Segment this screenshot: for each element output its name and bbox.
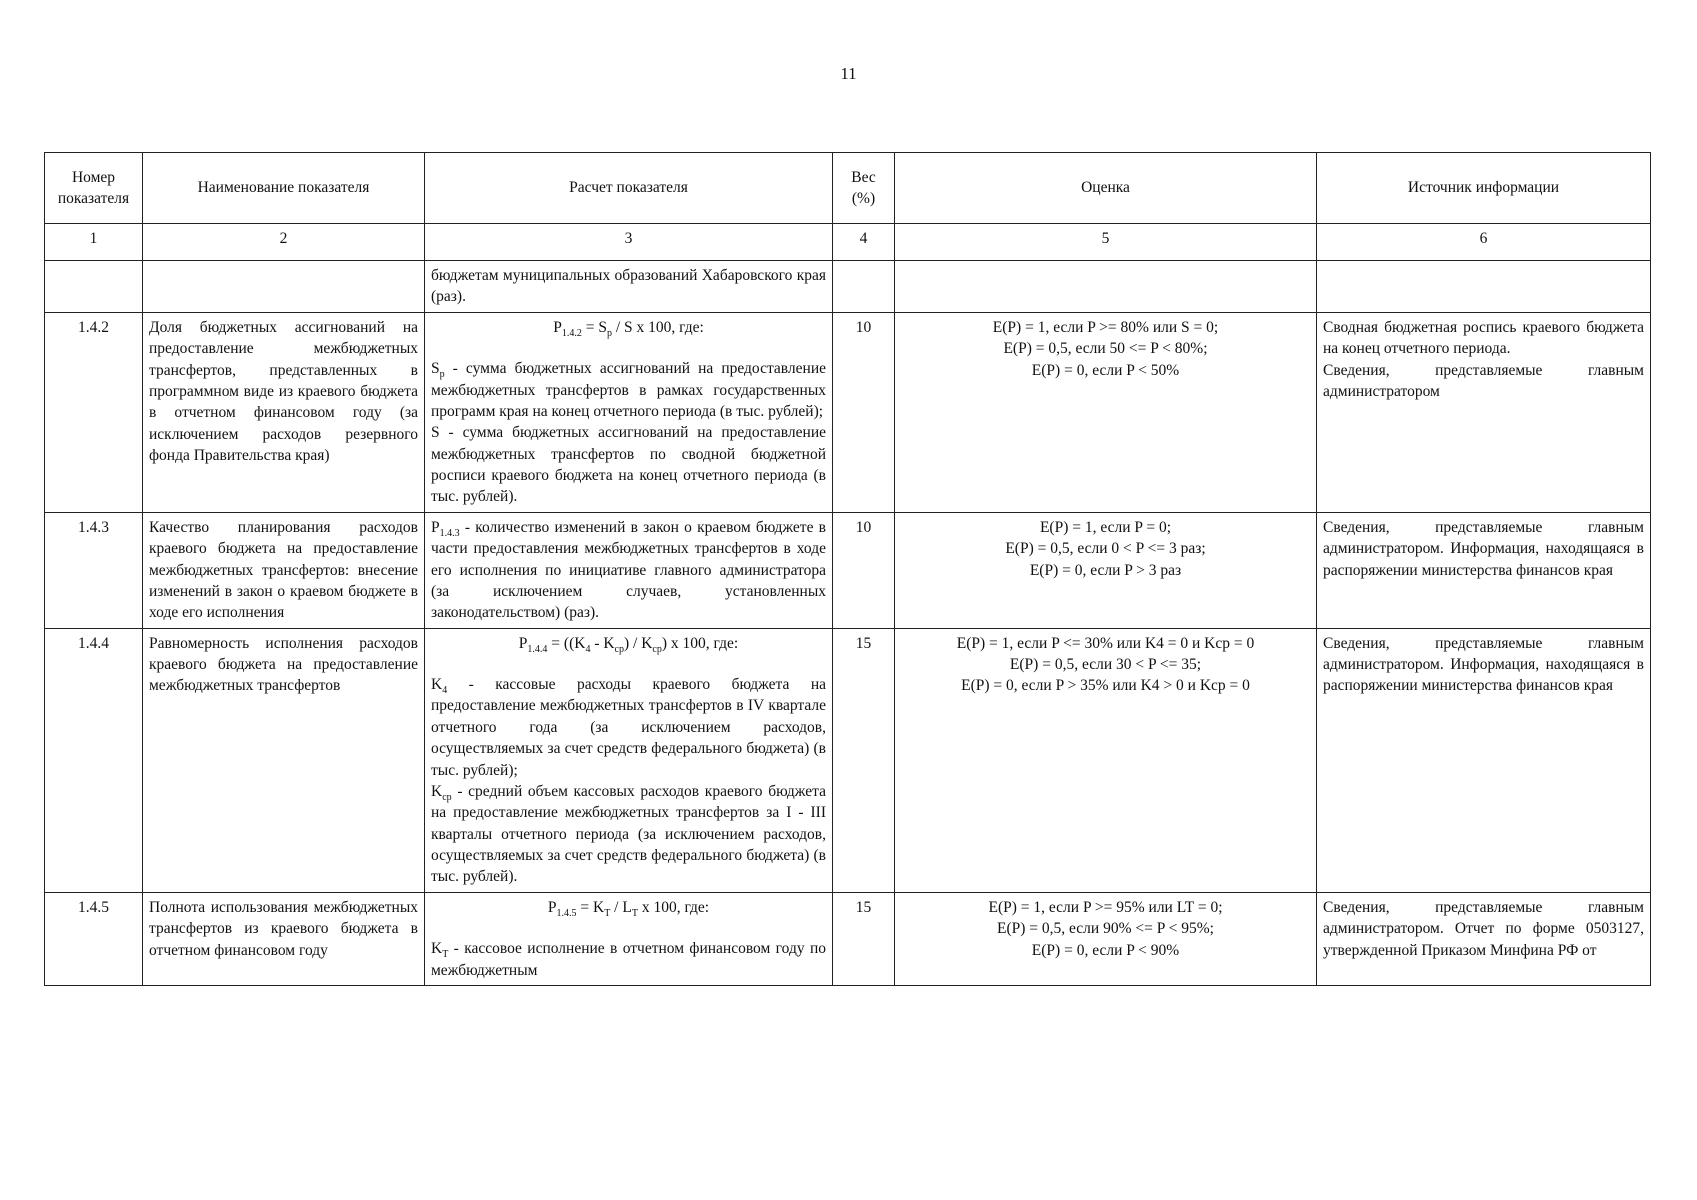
table-row <box>45 261 1651 313</box>
formula: $P_{1.4.4} = ((K_4 - K_{ср}) / K_{ср})$ x 100, где: <box>518 634 739 655</box>
table-row <box>45 512 1651 628</box>
header-cell: Номер показателя <box>45 153 143 224</box>
indicator-number: 1.4.3 <box>45 512 143 628</box>
header-row <box>45 153 1651 224</box>
header-cell: Расчет показателя <box>425 153 833 224</box>
column-number: 2 <box>143 224 425 261</box>
column-number-row <box>45 224 1651 261</box>
source-cell: Сводная бюджетная роспись краевого бюджета на конец отчетного периода. Сведения, представляемые главным администратором <box>1317 312 1651 512</box>
table-row <box>45 628 1651 892</box>
calc-definition: $S_p$ - сумма бюджетных ассигнований на предоставление межбюджетных трансфертов в рамках государственных программ края на конец отчетного периода (в тыс. рублей); <box>431 360 826 420</box>
calc-cell <box>425 892 833 985</box>
rating-cell: E(P) = 1, если P >= 95% или LT = 0; E(P) = 0,5, если 90% <= P < 95%; E(P) = 0, если P < 90% <box>895 892 1317 985</box>
indicator-name: Полнота использования межбюджетных трансфертов из краевого бюджета в отчетном финансовом году <box>143 892 425 985</box>
column-number: 1 <box>45 224 143 261</box>
source-cell: Сведения, представляемые главным администратором. Информация, находящаяся в распоряжении министерства финансов края <box>1317 512 1651 628</box>
page-number: 11 <box>840 64 857 83</box>
column-number: 3 <box>425 224 833 261</box>
header-cell: Наименование показателя <box>143 153 425 224</box>
rating-cell: E(P) = 1, если P = 0; E(P) = 0,5, если 0 < P <= 3 раз; E(P) = 0, если P > 3 раз <box>895 512 1317 628</box>
indicator-weight: 15 <box>833 892 895 985</box>
header-cell: Источник информации <box>1317 153 1651 224</box>
indicator-name: Качество планирования расходов краевого бюджета на предоставление межбюджетных трансфертов: внесение изменений в закон о краевом бюджете в ходе его исполнения <box>143 512 425 628</box>
indicator-number: 1.4.5 <box>45 892 143 985</box>
indicator-weight: 10 <box>833 512 895 628</box>
formula: $P_{1.4.5} = K_T / L_T$ x 100, где: <box>547 898 710 919</box>
calc-definition: $K_T$ - кассовое исполнение в отчетном финансовом году по межбюджетным <box>431 940 826 979</box>
column-number: 5 <box>895 224 1317 261</box>
indicator-weight: 15 <box>833 628 895 892</box>
calc-cell <box>425 312 833 512</box>
column-number: 4 <box>833 224 895 261</box>
calc-definition: S - сумма бюджетных ассигнований на предоставление межбюджетных трансфертов по сводной бюджетной росписи краевого бюджета на конец отчетного периода (в тыс. рублей). <box>431 424 826 506</box>
header-cell: Вес (%) <box>833 153 895 224</box>
rating-cell: E(P) = 1, если P >= 80% или S = 0; E(P) = 0,5, если 50 <= P < 80%; E(P) = 0, если P < 50% <box>895 312 1317 512</box>
calc-definition: $K_{ср}$ - средний объем кассовых расходов краевого бюджета на предоставление межбюджетных трансфертов за I - III кварталы отчетного периода (за исключением расходов, осуществляемых за счет средств федерального бюджета) (в тыс. рублей). <box>431 782 826 886</box>
indicator-number: 1.4.2 <box>45 312 143 512</box>
indicator-number: 1.4.4 <box>45 628 143 892</box>
calc-cell: $P_{1.4.3}$ - количество изменений в закон о краевом бюджете в части предоставления межбюджетных трансфертов в ходе его исполнения по инициативе главного администратора (за исключением случаев, установленных законодательством) (раз). <box>425 512 833 628</box>
indicator-weight: 10 <box>833 312 895 512</box>
indicator-name: Доля бюджетных ассигнований на предоставление межбюджетных трансфертов, представленных в программном виде из краевого бюджета в отчетном финансовом году (за исключением расходов резервного фонда Правительства края) <box>143 312 425 512</box>
indicator-table <box>44 152 1651 986</box>
calc-cell <box>425 628 833 892</box>
table-row <box>45 892 1651 985</box>
formula: $P_{1.4.2} = S_p / S$ x 100, где: <box>553 318 704 339</box>
table-row <box>45 312 1651 512</box>
source-cell: Сведения, представляемые главным администратором. Информация, находящаяся в распоряжении министерства финансов края <box>1317 628 1651 892</box>
indicator-name: Равномерность исполнения расходов краевого бюджета на предоставление межбюджетных трансфертов <box>143 628 425 892</box>
calc-definition: $K_4$ - кассовые расходы краевого бюджета на предоставление межбюджетных трансфертов в IV квартале отчетного года (за исключением расходов, осуществляемых за счет средств федерального бюджета) (в тыс. рублей); <box>431 676 826 779</box>
source-cell: Сведения, представляемые главным администратором. Отчет по форме 0503127, утвержденной Приказом Минфина РФ от <box>1317 892 1651 985</box>
calc-cell: бюджетам муниципальных образований Хабаровского края (раз). <box>425 261 833 313</box>
header-cell: Оценка <box>895 153 1317 224</box>
column-number: 6 <box>1317 224 1651 261</box>
rating-cell: E(P) = 1, если P <= 30% или K4 = 0 и Kср = 0 E(P) = 0,5, если 30 < P <= 35; E(P) = 0, если P > 35% или K4 > 0 и Kср = 0 <box>895 628 1317 892</box>
